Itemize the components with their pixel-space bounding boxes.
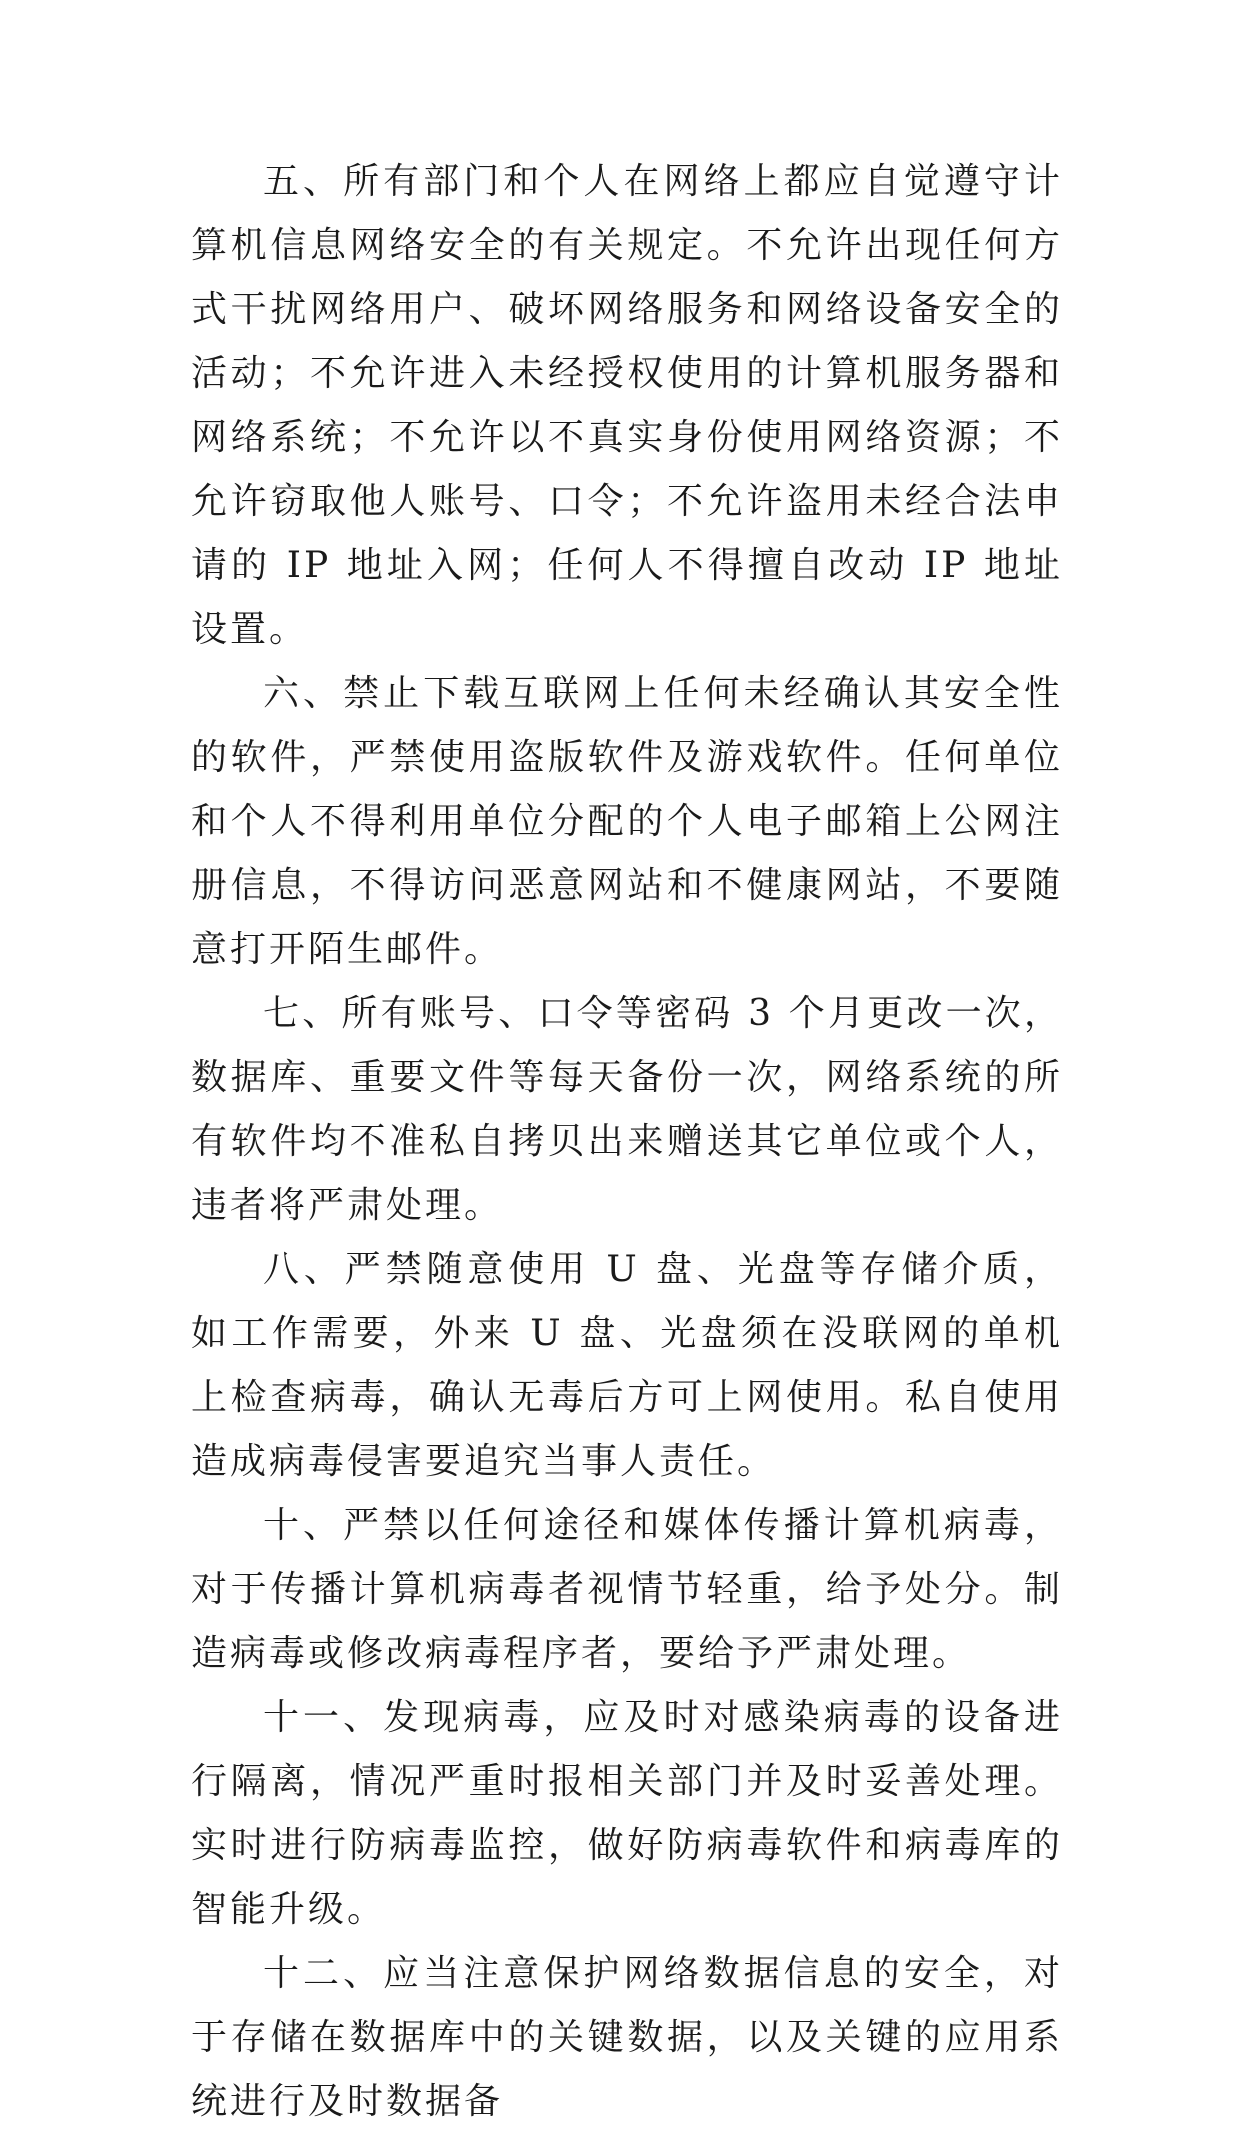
paragraph-8: 八、严禁随意使用 U 盘、光盘等存储介质，如工作需要，外来 U 盘、光盘须在没联网的单机上检查病毒，确认无毒后方可上网使用。私自使用造成病毒侵害要追究当事人责任。 bbox=[191, 1249, 1063, 1482]
paragraph-5: 五、所有部门和个人在网络上都应自觉遵守计算机信息网络安全的有关规定。不允许出现任何方式干扰网络用户、破坏网络服务和网络设备安全的活动；不允许进入未经授权使用的计算机服务器和网络系统；不允许以不真实身份使用网络资源；不允许窃取他人账号、口令；不允许盗用未经合法申请的 IP 地址入网；任何人不得擅自改动 IP 地址设置。 bbox=[191, 161, 1063, 650]
document-page bbox=[191, 150, 1063, 2134]
paragraph-12: 十二、应当注意保护网络数据信息的安全，对于存储在数据库中的关键数据，以及关键的应用系统进行及时数据备 bbox=[191, 1953, 1063, 2122]
paragraph-6: 六、禁止下载互联网上任何未经确认其安全性的软件，严禁使用盗版软件及游戏软件。任何单位和个人不得利用单位分配的个人电子邮箱上公网注册信息，不得访问恶意网站和不健康网站，不要随意打开陌生邮件。 bbox=[191, 673, 1063, 970]
paragraph-7: 七、所有账号、口令等密码 3 个月更改一次，数据库、重要文件等每天备份一次，网络系统的所有软件均不准私自拷贝出来赠送其它单位或个人，违者将严肃处理。 bbox=[191, 993, 1063, 1226]
paragraph-11: 十一、发现病毒，应及时对感染病毒的设备进行隔离，情况严重时报相关部门并及时妥善处理。实时进行防病毒监控，做好防病毒软件和病毒库的智能升级。 bbox=[191, 1697, 1063, 1930]
paragraph-10: 十、严禁以任何途径和媒体传播计算机病毒，对于传播计算机病毒者视情节轻重，给予处分。制造病毒或修改病毒程序者，要给予严肃处理。 bbox=[191, 1505, 1063, 1674]
